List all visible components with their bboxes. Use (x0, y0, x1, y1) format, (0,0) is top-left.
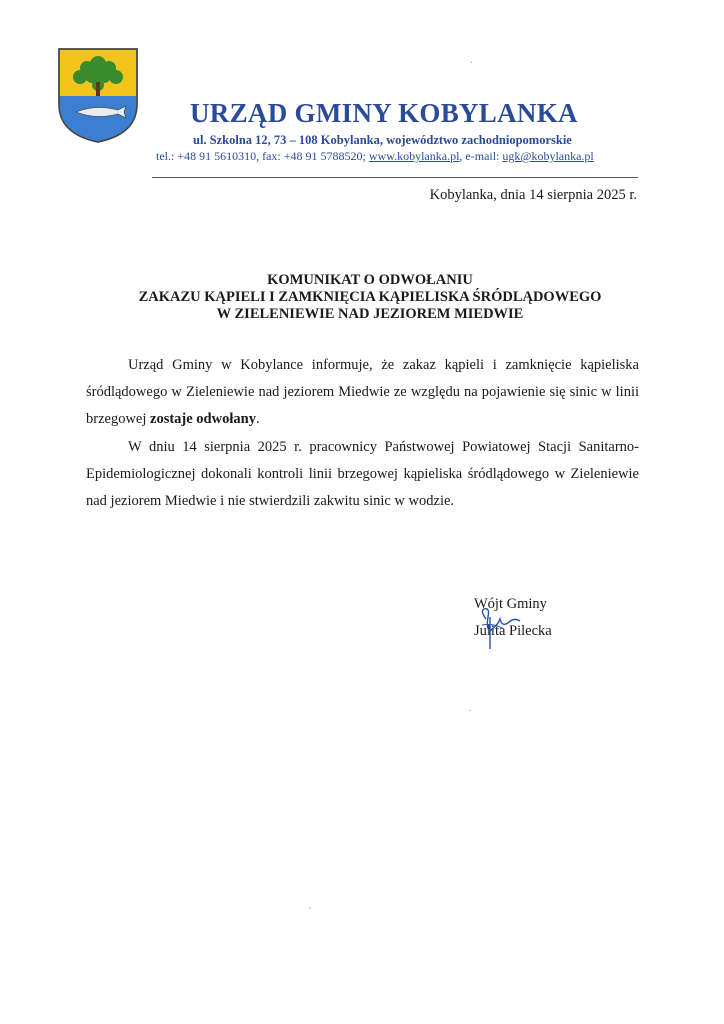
handwritten-signature-icon (470, 605, 534, 651)
phone-fax: tel.: +48 91 5610310, fax: +48 91 5788520; (156, 149, 369, 163)
document-body (86, 352, 639, 515)
website-link[interactable]: www.kobylanka.pl (368, 149, 460, 163)
title-line-3: W ZIELENIEWIE NAD JEZIOREM MIEDWIE (216, 306, 524, 322)
scan-speck: · (470, 58, 474, 69)
office-contact (156, 149, 594, 164)
scan-speck: ' (309, 906, 311, 917)
signature-block (474, 591, 552, 645)
title-line-1: KOMUNIKAT O ODWOŁANIU (267, 272, 473, 288)
coat-of-arms-icon (56, 46, 140, 144)
header-divider (152, 177, 638, 178)
scan-speck: · (468, 706, 472, 717)
paragraph-2: W dniu 14 sierpnia 2025 r. pracownicy Państwowej Powiatowej Stacji Sanitarno-Epidemiologicznej dokonali kontroli linii brzegowej kąpieliska śródlądowego w Zieleniewie nad jeziorem Miedwie i nie stwierdzili zakwitu sinic w wodzie. (86, 439, 639, 509)
office-name: URZĄD GMINY KOBYLANKA (190, 98, 578, 128)
office-address: ul. Szkolna 12, 73 – 108 Kobylanka, województwo zachodniopomorskie (193, 133, 572, 147)
email-link[interactable]: ugk@kobylanka.pl (502, 149, 594, 163)
document-title (60, 272, 680, 323)
date-line: Kobylanka, dnia 14 sierpnia 2025 r. (429, 187, 637, 203)
signatory-role: Wójt Gminy (474, 596, 547, 612)
paragraph-1: Urząd Gminy w Kobylance informuje, że zakaz kąpieli i zamknięcie kąpieliska śródlądowego w Zieleniewie nad jeziorem Miedwie ze względu na pojawienie się sinic w linii brzegowej zostaje odwołany. (86, 357, 639, 427)
email-label: , e-mail: (459, 149, 503, 163)
title-line-2: ZAKAZU KĄPIELI I ZAMKNIĘCIA KĄPIELISKA ŚRÓDLĄDOWEGO (138, 289, 602, 305)
signatory-name: Julita Pilecka (474, 623, 552, 639)
bold-phrase: zostaje odwołany (150, 411, 256, 427)
